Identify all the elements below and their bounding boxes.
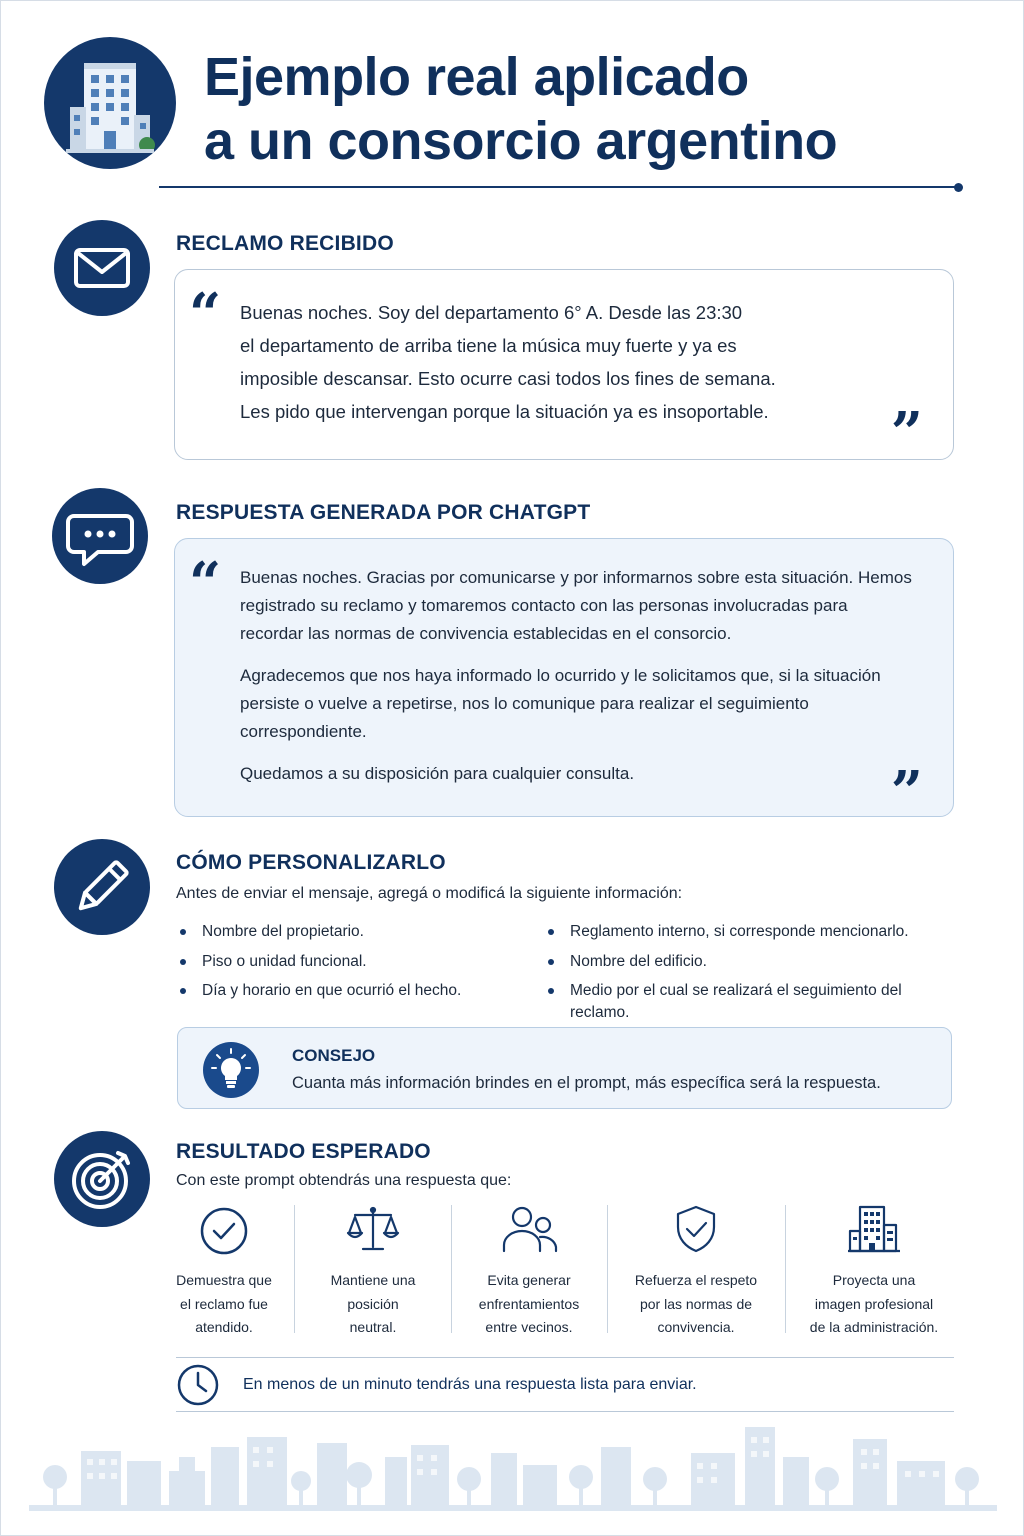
scales-icon xyxy=(345,1203,401,1255)
page-title xyxy=(204,45,984,173)
footer-note: En menos de un minuto tendrás una respuesta lista para enviar. xyxy=(243,1376,697,1393)
personalizar-list-left xyxy=(176,921,536,1010)
consejo-title: CONSEJO xyxy=(292,1046,376,1065)
result-label-line: imagen profesional xyxy=(814,1295,934,1312)
result-label xyxy=(161,1269,287,1340)
envelope-icon xyxy=(54,220,150,316)
result-label-line: entre vecinos. xyxy=(485,1319,573,1335)
result-label xyxy=(457,1269,601,1340)
result-label-line: Evita generar xyxy=(487,1272,571,1288)
respuesta-paragraph: Agradecemos que nos haya informado lo ocurrido y le solicitamos que, si la situación persiste o vuelve a repetirse, nos lo comunique para realizar el seguimiento correspondiente. xyxy=(240,666,881,741)
respuesta-quote-box xyxy=(174,538,954,825)
result-label-line: Mantiene una xyxy=(330,1272,416,1288)
respuesta-heading: RESPUESTA GENERADA POR CHATGPT xyxy=(176,501,591,524)
title-line-1: Ejemplo real aplicado xyxy=(204,47,749,107)
consejo-box xyxy=(177,1027,952,1109)
result-item-profesional xyxy=(791,1203,957,1335)
reclamo-quote-box xyxy=(174,269,954,466)
reclamo-line: Les pido que intervengan porque la situación ya es insoportable. xyxy=(240,401,769,422)
office-building-icon xyxy=(846,1203,902,1255)
result-label-line: enfrentamientos xyxy=(478,1295,580,1312)
pencil-icon xyxy=(54,839,150,935)
footer-bottom-rule xyxy=(176,1411,954,1412)
footer-top-rule xyxy=(176,1357,954,1358)
list-item: Reglamento interno, si corresponde mencionarlo. xyxy=(544,921,964,951)
result-label-line: Refuerza el respeto xyxy=(634,1272,758,1288)
list-item: Día y horario en que ocurrió el hecho. xyxy=(176,980,536,1010)
result-label xyxy=(791,1269,957,1340)
column-divider xyxy=(607,1205,608,1333)
result-label-line: de la administración. xyxy=(809,1319,939,1335)
result-item-convivencia xyxy=(613,1203,779,1335)
result-label xyxy=(301,1269,445,1340)
resultado-intro: Con este prompt obtendrás una respuesta que: xyxy=(176,1172,512,1189)
building-icon xyxy=(44,37,176,169)
result-label-line: posición xyxy=(347,1295,399,1312)
list-item: Nombre del propietario. xyxy=(176,921,536,951)
clock-icon xyxy=(176,1363,220,1412)
chat-bubble-icon xyxy=(52,488,148,584)
lightbulb-icon xyxy=(203,1042,259,1098)
title-divider-dot xyxy=(954,183,963,192)
reclamo-line: el departamento de arriba tiene la música muy fuerte y ya es xyxy=(240,335,737,356)
title-divider xyxy=(159,186,959,188)
personalizar-list-right xyxy=(544,921,964,1021)
result-label-line: Demuestra que xyxy=(176,1272,272,1288)
list-item: Medio por el cual se realizará el seguimiento del reclamo. xyxy=(544,980,964,1010)
resultado-heading: RESULTADO ESPERADO xyxy=(176,1140,431,1163)
column-divider xyxy=(451,1205,452,1333)
column-divider xyxy=(785,1205,786,1333)
reclamo-text xyxy=(240,296,913,428)
result-item-atendido xyxy=(161,1203,287,1335)
column-divider xyxy=(294,1205,295,1333)
people-icon xyxy=(498,1203,560,1255)
shield-check-icon xyxy=(670,1203,722,1255)
close-quote-icon: ” xyxy=(890,759,923,825)
resultado-columns xyxy=(161,1203,961,1335)
list-item: Nombre del edificio. xyxy=(544,951,964,981)
consejo-text: Cuanta más información brindes en el prompt, más específica será la respuesta. xyxy=(292,1074,881,1092)
result-label-line: el reclamo fue xyxy=(180,1295,268,1312)
result-label-line: Proyecta una xyxy=(832,1272,916,1288)
respuesta-paragraph: Quedamos a su disposición para cualquier consulta. xyxy=(240,764,635,783)
result-item-vecinos xyxy=(457,1203,601,1335)
reclamo-heading: RECLAMO RECIBIDO xyxy=(176,232,394,255)
open-quote-icon: “ xyxy=(189,281,222,347)
result-item-neutral xyxy=(301,1203,445,1335)
close-quote-icon: ” xyxy=(890,400,923,466)
target-icon xyxy=(54,1131,150,1227)
result-label-line: neutral. xyxy=(349,1319,397,1335)
result-label-line: por las normas de xyxy=(639,1295,753,1312)
respuesta-paragraph: Buenas noches. Gracias por comunicarse y por informarnos sobre esta situación. Hemos registrado su reclamo y tomaremos contacto con las personas involucradas para recordar las normas de convivencia establecidas en el consorcio. xyxy=(240,568,912,643)
respuesta-text xyxy=(240,564,913,802)
check-circle-icon xyxy=(198,1203,250,1255)
result-label xyxy=(613,1269,779,1340)
list-item: Piso o unidad funcional. xyxy=(176,951,536,981)
reclamo-line: Buenas noches. Soy del departamento 6° A. Desde las 23:30 xyxy=(240,302,743,323)
personalizar-heading: CÓMO PERSONALIZARLO xyxy=(176,851,446,874)
reclamo-line: imposible descansar. Esto ocurre casi todos los fines de semana. xyxy=(240,368,776,389)
title-line-2: a un consorcio argentino xyxy=(204,111,838,171)
personalizar-intro: Antes de enviar el mensaje, agregá o modificá la siguiente información: xyxy=(176,885,683,902)
open-quote-icon: “ xyxy=(189,550,222,616)
result-label-line: convivencia. xyxy=(657,1319,735,1335)
city-skyline-illustration xyxy=(1,1417,1024,1513)
result-label-line: atendido. xyxy=(195,1319,253,1335)
